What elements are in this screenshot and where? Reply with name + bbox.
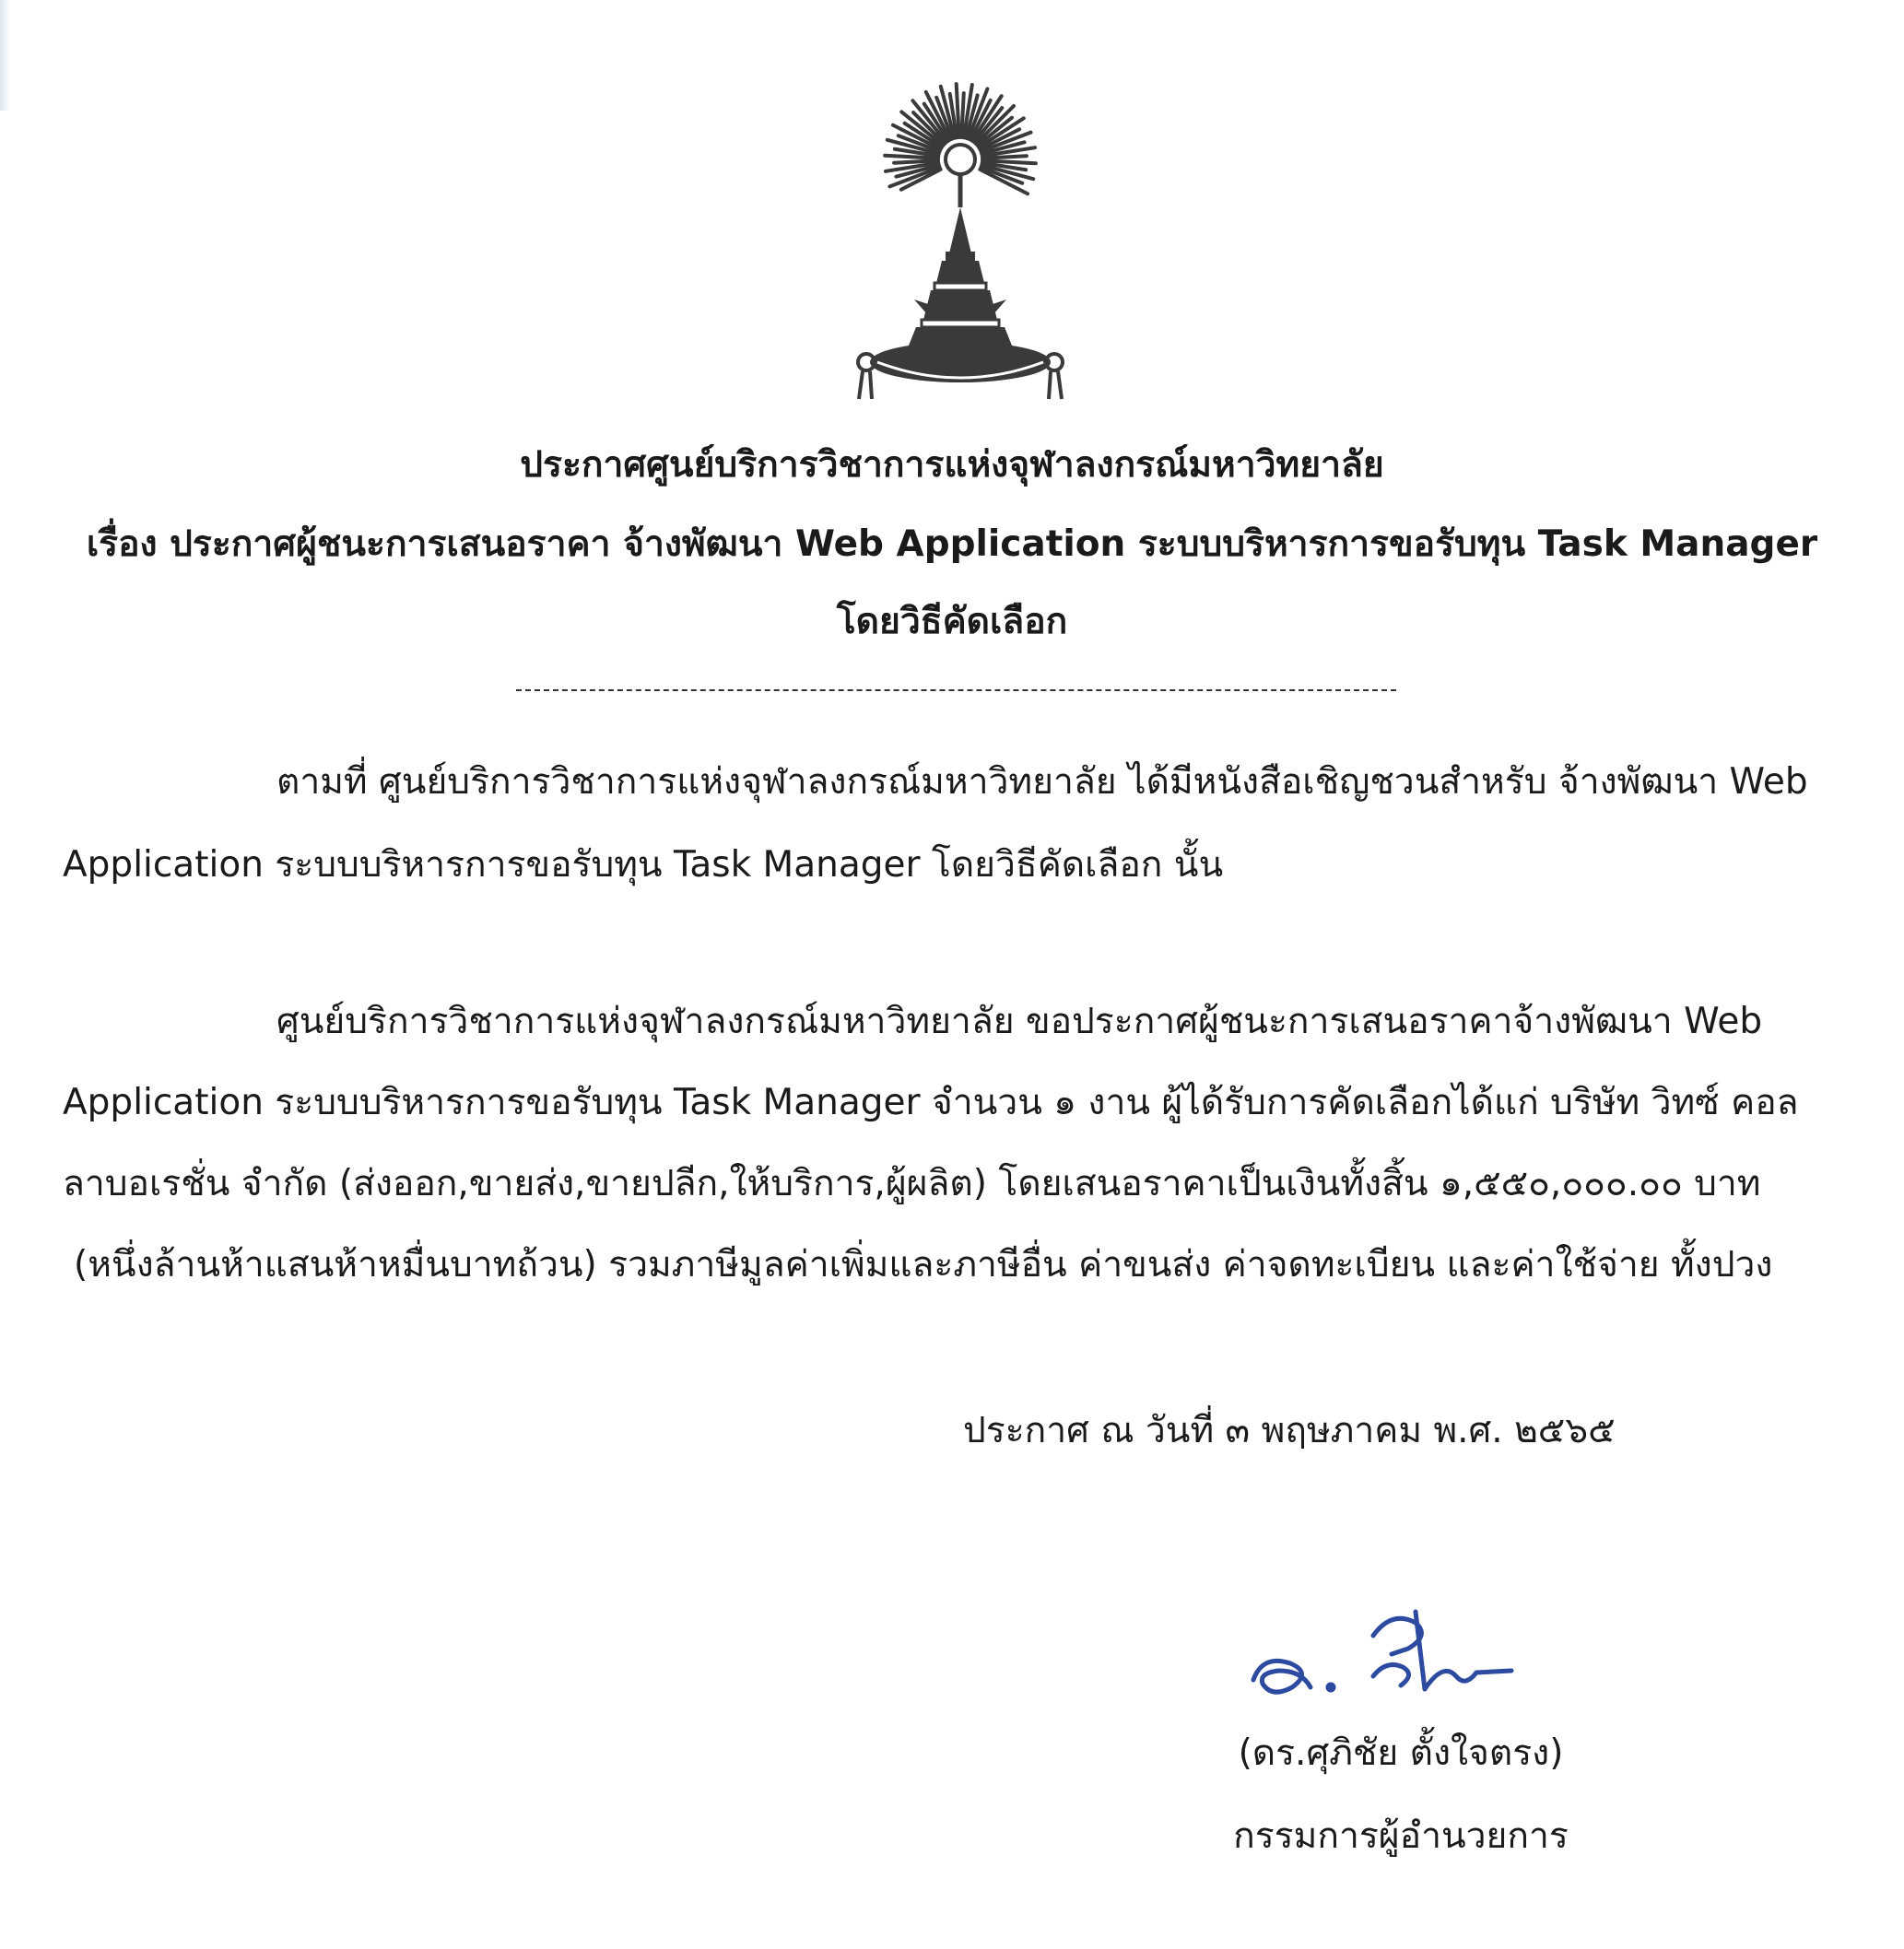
announcement-heading-line-3: โดยวิธีคัดเลือก xyxy=(836,601,1068,642)
announcement-date: ประกาศ ณ วันที่ ๓ พฤษภาคม พ.ศ. ๒๕๖๕ xyxy=(963,1410,1616,1451)
paragraph-2-line-4: (หนึ่งล้านห้าแสนห้าหมื่นบาทถ้วน) รวมภาษีมูลค่าเพิ่มและภาษีอื่น ค่าขนส่ง ค่าจดทะเบียน และค่าใช้จ่าย ทั้งปวง xyxy=(74,1244,1773,1286)
handwritten-signature xyxy=(1235,1599,1548,1709)
announcement-heading-line-2: เรื่อง ประกาศผู้ชนะการเสนอราคา จ้างพัฒนา Web Application ระบบบริหารการขอรับทุน Task Manager xyxy=(86,523,1818,565)
paragraph-2-line-1: ศูนย์บริการวิชาการแห่งจุฬาลงกรณ์มหาวิทยาลัย ขอประกาศผู้ชนะการเสนอราคาจ้างพัฒนา Web xyxy=(276,1001,1763,1042)
paragraph-2-line-3: ลาบอเรชั่น จำกัด (ส่งออก,ขายส่ง,ขายปลีก,ให้บริการ,ผู้ผลิต) โดยเสนอราคาเป็นเงินทั้งสิ้น ๑,๕๕๐,๐๐๐.๐๐ บาท xyxy=(63,1163,1761,1204)
signer-name: (ดร.ศุภิชัย ตั้งใจตรง) xyxy=(1238,1732,1564,1774)
paragraph-1-line-2: Application ระบบบริหารการขอรับทุน Task Manager โดยวิธีคัดเลือก นั้น xyxy=(63,844,1224,886)
scan-edge-shade xyxy=(0,0,11,111)
paragraph-2-line-2: Application ระบบบริหารการขอรับทุน Task Manager จำนวน ๑ งาน ผู้ได้รับการคัดเลือกได้แก่ บริษัท วิทซ์ คอล xyxy=(63,1082,1799,1123)
announcement-heading-line-1: ประกาศศูนย์บริการวิชาการแห่งจุฬาลงกรณ์มหาวิทยาลัย xyxy=(520,444,1384,486)
university-emblem-icon xyxy=(850,69,1071,419)
dashed-divider xyxy=(516,689,1396,691)
paragraph-1-line-1: ตามที่ ศูนย์บริการวิชาการแห่งจุฬาลงกรณ์มหาวิทยาลัย ได้มีหนังสือเชิญชวนสำหรับ จ้างพัฒนา Web xyxy=(276,761,1808,803)
signer-title: กรรมการผู้อำนวยการ xyxy=(1233,1815,1569,1857)
